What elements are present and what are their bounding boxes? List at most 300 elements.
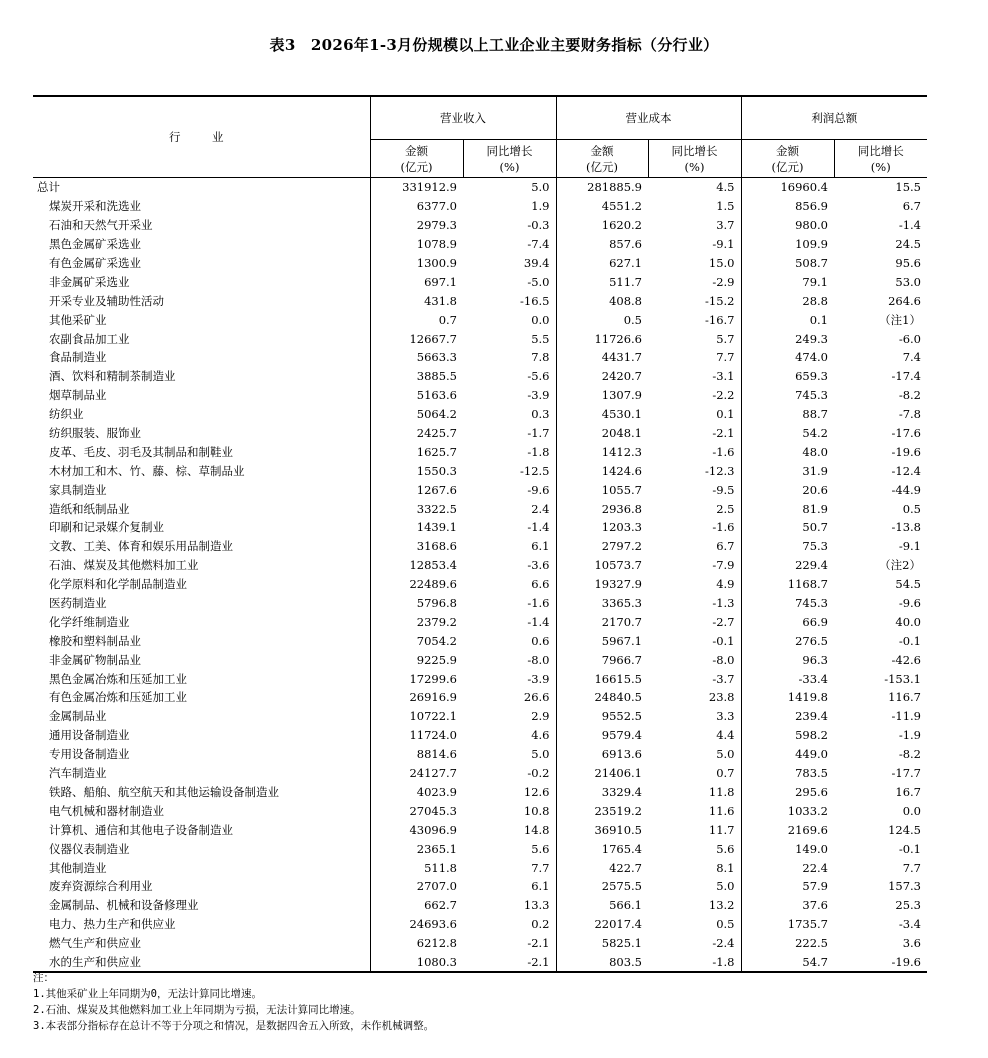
- profit-yoy-cell: -19.6: [834, 953, 927, 973]
- revenue-yoy-header: 同比增长 (%): [463, 140, 556, 178]
- profit-yoy-cell: （注2）: [879, 558, 921, 573]
- table-row: [33, 461, 927, 480]
- cost-yoy-cell: 3.3: [648, 707, 741, 726]
- cost-yoy-cell: 13.2: [648, 896, 741, 915]
- revenue-yoy-cell: 4.6: [463, 726, 556, 745]
- profit-amount-cell: 54.7: [741, 953, 834, 973]
- profit-yoy-cell: 25.3: [895, 898, 921, 913]
- cost-yoy-cell: 6.7: [648, 537, 741, 556]
- table-row: [33, 575, 927, 594]
- profit-yoy-cell: -0.1: [898, 841, 921, 856]
- cost-yoy-cell: 5.0: [648, 877, 741, 896]
- footnote-3: 3.本表部分指标存在总计不等于分项之和情况，是数据四舍五入所致，未作机械调整。: [33, 1020, 435, 1032]
- cost-amount-cell: 5967.1: [601, 633, 642, 648]
- cost-amount-cell: 19327.9: [594, 577, 642, 592]
- profit-amount-cell: 96.3: [802, 652, 828, 667]
- industry-name-cell: 仪器仪表制造业: [33, 839, 370, 858]
- cost-amount-cell: 1055.7: [601, 482, 642, 497]
- industry-name-cell: 金属制品、机械和设备修理业: [33, 896, 370, 915]
- revenue-amount-cell: 24127.7: [409, 766, 457, 781]
- profit-yoy-cell: -42.6: [891, 652, 921, 667]
- revenue-amount-cell: 3885.5: [416, 369, 457, 384]
- revenue-amount-cell: 24693.6: [409, 917, 457, 932]
- cost-yoy-cell: -2.2: [648, 386, 741, 405]
- profit-yoy-cell: 16.7: [895, 784, 921, 799]
- profit-amount-cell: 66.9: [802, 614, 828, 629]
- cost-amount-cell: 23519.2: [594, 803, 642, 818]
- industry-name-cell: 造纸和纸制品业: [33, 499, 370, 518]
- cost-yoy-cell: 4.4: [648, 726, 741, 745]
- profit-amount-cell: -33.4: [798, 671, 828, 686]
- revenue-amount-cell: 2425.7: [416, 426, 457, 441]
- cost-yoy-cell: -7.9: [648, 556, 741, 575]
- cost-amount-cell: 2936.8: [601, 501, 642, 516]
- table-row: [33, 726, 927, 745]
- industry-name-cell: 总计: [33, 178, 370, 197]
- table-row: [33, 934, 927, 953]
- profit-yoy-cell: 116.7: [888, 690, 921, 705]
- profit-yoy-cell: 6.7: [902, 199, 921, 214]
- revenue-amount-cell: 697.1: [424, 274, 457, 289]
- revenue-amount-cell: 2379.2: [416, 614, 457, 629]
- profit-amount-cell: 1419.8: [787, 690, 828, 705]
- industry-name-cell: 开采专业及辅助性活动: [33, 291, 370, 310]
- profit-amount-cell: 1735.7: [787, 917, 828, 932]
- cost-yoy-cell: -16.7: [648, 310, 741, 329]
- table-row: [33, 386, 927, 405]
- revenue-yoy-cell: -12.5: [463, 461, 556, 480]
- cost-amount-cell: 5825.1: [601, 936, 642, 951]
- industry-name-cell: 煤炭开采和洗选业: [33, 197, 370, 216]
- revenue-yoy-cell: -3.6: [463, 556, 556, 575]
- revenue-amount-cell: 2979.3: [416, 218, 457, 233]
- revenue-yoy-cell: 26.6: [463, 688, 556, 707]
- revenue-amount-cell: 1439.1: [416, 520, 457, 535]
- profit-yoy-cell: 7.7: [902, 860, 921, 875]
- industry-name-cell: 化学纤维制造业: [33, 612, 370, 631]
- revenue-yoy-cell: 1.9: [463, 197, 556, 216]
- revenue-yoy-cell: 2.4: [463, 499, 556, 518]
- table-row: [33, 499, 927, 518]
- cost-amount-cell: 24840.5: [594, 690, 642, 705]
- cost-yoy-cell: -9.5: [648, 480, 741, 499]
- profit-amount-cell: 449.0: [795, 747, 828, 762]
- cost-amount-cell: 1424.6: [601, 463, 642, 478]
- cost-amount-cell: 2575.5: [601, 879, 642, 894]
- revenue-yoy-cell: -9.6: [463, 480, 556, 499]
- revenue-yoy-cell: 5.0: [463, 178, 556, 197]
- revenue-yoy-cell: 10.8: [463, 801, 556, 820]
- table-row: [33, 612, 927, 631]
- revenue-amount-cell: 8814.6: [416, 747, 457, 762]
- profit-yoy-cell: 40.0: [895, 614, 921, 629]
- profit-yoy-cell: -7.8: [898, 407, 921, 422]
- profit-yoy-cell: -6.0: [898, 331, 921, 346]
- cost-amount-cell: 281885.9: [587, 180, 642, 195]
- table-row: [33, 650, 927, 669]
- profit-yoy-cell: 0.5: [902, 501, 921, 516]
- footnote-1: 1.其他采矿业上年同期为0，无法计算同比增速。: [33, 988, 262, 1000]
- table-row: [33, 669, 927, 688]
- industry-name-cell: 家具制造业: [33, 480, 370, 499]
- table-row: [33, 518, 927, 537]
- revenue-amount-cell: 5663.3: [416, 350, 457, 365]
- cost-amount-cell: 422.7: [609, 860, 642, 875]
- profit-yoy-cell: -44.9: [891, 482, 921, 497]
- profit-yoy-cell: （注1）: [879, 312, 921, 327]
- revenue-yoy-cell: -0.3: [463, 216, 556, 235]
- industry-name-cell: 有色金属冶炼和压延加工业: [33, 688, 370, 707]
- cost-yoy-cell: -2.4: [648, 934, 741, 953]
- cost-yoy-cell: -2.7: [648, 612, 741, 631]
- cost-yoy-cell: 2.5: [648, 499, 741, 518]
- profit-yoy-cell: 124.5: [888, 822, 921, 837]
- industry-name-cell: 电气机械和器材制造业: [33, 801, 370, 820]
- cost-amount-cell: 1307.9: [601, 388, 642, 403]
- cost-yoy-cell: 8.1: [648, 858, 741, 877]
- cost-amount-cell: 36910.5: [594, 822, 642, 837]
- cost-amount-cell: 10573.7: [594, 558, 642, 573]
- table-row: [33, 254, 927, 273]
- industry-name-cell: 计算机、通信和其他电子设备制造业: [33, 820, 370, 839]
- industry-name-cell: 印刷和记录媒介复制业: [33, 518, 370, 537]
- profit-amount-cell: 1033.2: [787, 803, 828, 818]
- cost-amount-cell: 803.5: [556, 953, 648, 973]
- profit-amount-cell: 20.6: [802, 482, 828, 497]
- revenue-yoy-cell: -2.1: [463, 953, 556, 973]
- revenue-amount-cell: 1625.7: [416, 444, 457, 459]
- profit-yoy-cell: -9.1: [898, 539, 921, 554]
- profit-amount-cell: 149.0: [795, 841, 828, 856]
- profit-yoy-cell: -11.9: [891, 709, 921, 724]
- cost-yoy-cell: -8.0: [648, 650, 741, 669]
- profit-amount-cell: 75.3: [802, 539, 828, 554]
- table-row: [33, 310, 927, 329]
- table-title: 表3 2026年1-3月份规模以上工业企业主要财务指标（分行业）: [269, 36, 719, 54]
- industry-name-cell: 通用设备制造业: [33, 726, 370, 745]
- industry-name-cell: 汽车制造业: [33, 764, 370, 783]
- cost-amount-cell: 627.1: [609, 256, 642, 270]
- profit-yoy-cell: -17.7: [891, 766, 921, 781]
- profit-yoy-cell: -1.4: [898, 218, 921, 233]
- revenue-yoy-cell: 5.0: [463, 745, 556, 764]
- industry-name-cell: 橡胶和塑料制品业: [33, 631, 370, 650]
- profit-amount-cell: 22.4: [802, 860, 828, 875]
- table-row: [33, 858, 927, 877]
- cost-amount-cell: 4431.7: [601, 350, 642, 365]
- profit-yoy-cell: -17.4: [891, 369, 921, 384]
- table-row: [33, 631, 927, 650]
- cost-amount-cell: 21406.1: [594, 766, 642, 781]
- cost-amount-cell: 2048.1: [601, 426, 642, 441]
- table-row: [33, 745, 927, 764]
- industry-name-cell: 文教、工美、体育和娱乐用品制造业: [33, 537, 370, 556]
- table-row: [33, 820, 927, 839]
- cost-amount-cell: 11726.6: [594, 331, 642, 346]
- cost-yoy-cell: 0.7: [648, 764, 741, 783]
- industry-name-cell: 木材加工和木、竹、藤、棕、草制品业: [33, 461, 370, 480]
- industry-name-cell: 燃气生产和供应业: [33, 934, 370, 953]
- revenue-yoy-cell: -7.4: [463, 235, 556, 254]
- industry-column-header: 行 业: [33, 96, 370, 178]
- table-row: [33, 197, 927, 216]
- profit-amount-cell: 222.5: [795, 936, 828, 951]
- revenue-yoy-cell: -5.0: [463, 272, 556, 291]
- profit-amount-cell: 79.1: [802, 274, 828, 289]
- revenue-amount-cell: 27045.3: [409, 803, 457, 818]
- industry-name-cell: 农副食品加工业: [33, 329, 370, 348]
- revenue-yoy-cell: -5.6: [463, 367, 556, 386]
- table-row: [33, 688, 927, 707]
- revenue-group-header: 营业收入: [370, 96, 556, 140]
- cost-yoy-cell: -15.2: [648, 291, 741, 310]
- cost-yoy-cell: -3.7: [648, 669, 741, 688]
- industry-name-cell: 有色金属矿采选业: [33, 254, 370, 273]
- table-row: [33, 442, 927, 461]
- profit-yoy-cell: 264.6: [888, 293, 921, 308]
- revenue-amount-cell: 3322.5: [416, 501, 457, 516]
- profit-amount-cell: 1168.7: [787, 577, 828, 592]
- profit-yoy-cell: 7.4: [902, 350, 921, 365]
- revenue-yoy-cell: -1.6: [463, 594, 556, 613]
- cost-amount-cell: 3329.4: [601, 784, 642, 799]
- cost-amount-cell: 0.5: [623, 312, 642, 327]
- footnote-heading: 注：: [33, 972, 54, 984]
- profit-amount-cell: 28.8: [802, 293, 828, 308]
- cost-group-header: 营业成本: [556, 96, 741, 140]
- revenue-amount-cell: 4023.9: [416, 784, 457, 799]
- cost-amount-header: 金额 (亿元): [556, 140, 648, 178]
- revenue-yoy-cell: -3.9: [463, 386, 556, 405]
- table-row: [33, 348, 927, 367]
- table-row: [33, 216, 927, 235]
- profit-amount-cell: 239.4: [795, 709, 828, 724]
- revenue-yoy-cell: 2.9: [463, 707, 556, 726]
- cost-amount-cell: 1765.4: [601, 841, 642, 856]
- profit-amount-header: 金额 (亿元): [741, 140, 834, 178]
- revenue-amount-cell: 9225.9: [416, 652, 457, 667]
- cost-yoy-cell: 0.5: [648, 915, 741, 934]
- revenue-yoy-cell: 0.0: [463, 310, 556, 329]
- profit-yoy-header: 同比增长 (%): [834, 140, 927, 178]
- profit-amount-cell: 81.9: [802, 501, 828, 516]
- table-row: [33, 178, 927, 197]
- cost-yoy-cell: 5.7: [648, 329, 741, 348]
- industry-name-cell: 铁路、船舶、航空航天和其他运输设备制造业: [33, 783, 370, 802]
- industry-name-cell: 金属制品业: [33, 707, 370, 726]
- table-row: [33, 877, 927, 896]
- industry-name-cell: 化学原料和化学制品制造业: [33, 575, 370, 594]
- profit-yoy-cell: -17.6: [891, 426, 921, 441]
- revenue-amount-cell: 1267.6: [416, 482, 457, 497]
- revenue-yoy-cell: 6.6: [463, 575, 556, 594]
- profit-amount-cell: 783.5: [795, 766, 828, 781]
- cost-amount-cell: 6913.6: [601, 747, 642, 762]
- cost-amount-cell: 1203.3: [601, 520, 642, 535]
- cost-amount-cell: 9579.4: [601, 728, 642, 743]
- cost-yoy-cell: -2.1: [648, 424, 741, 443]
- profit-amount-cell: 508.7: [795, 256, 828, 270]
- table-row: [33, 367, 927, 386]
- cost-yoy-cell: 0.1: [648, 405, 741, 424]
- cost-amount-cell: 22017.4: [594, 917, 642, 932]
- revenue-amount-cell: 662.7: [424, 898, 457, 913]
- industry-name-cell: 黑色金属冶炼和压延加工业: [33, 669, 370, 688]
- profit-amount-cell: 2169.6: [787, 822, 828, 837]
- revenue-yoy-cell: 0.2: [463, 915, 556, 934]
- profit-amount-cell: 659.3: [795, 369, 828, 384]
- table-row: [33, 594, 927, 613]
- cost-amount-cell: 4551.2: [601, 199, 642, 214]
- profit-yoy-cell: 0.0: [902, 803, 921, 818]
- industry-name-cell: 电力、热力生产和供应业: [33, 915, 370, 934]
- cost-yoy-cell: -1.3: [648, 594, 741, 613]
- revenue-amount-cell: 331912.9: [402, 180, 457, 195]
- revenue-amount-cell: 22489.6: [409, 577, 457, 592]
- table-row: [33, 291, 927, 310]
- cost-amount-cell: 2797.2: [601, 539, 642, 554]
- industry-name-cell: 医药制造业: [33, 594, 370, 613]
- table-row: [33, 839, 927, 858]
- table-row: [33, 556, 927, 575]
- cost-yoy-cell: -9.1: [648, 235, 741, 254]
- profit-yoy-cell: -13.8: [891, 520, 921, 535]
- profit-yoy-cell: -153.1: [884, 671, 921, 686]
- profit-amount-cell: 598.2: [795, 728, 828, 743]
- cost-amount-cell: 2420.7: [601, 369, 642, 384]
- profit-amount-cell: 16960.4: [780, 180, 828, 195]
- profit-amount-cell: 31.9: [802, 463, 828, 478]
- profit-amount-cell: 474.0: [795, 350, 828, 365]
- profit-amount-cell: 57.9: [802, 879, 828, 894]
- revenue-yoy-cell: 14.8: [463, 820, 556, 839]
- revenue-yoy-cell: -1.7: [463, 424, 556, 443]
- revenue-yoy-cell: 13.3: [463, 896, 556, 915]
- table-row: [33, 424, 927, 443]
- revenue-yoy-cell: 5.5: [463, 329, 556, 348]
- profit-yoy-cell: -12.4: [891, 463, 921, 478]
- profit-amount-cell: 229.4: [795, 558, 828, 573]
- profit-yoy-cell: -3.4: [898, 917, 921, 932]
- profit-amount-cell: 109.9: [795, 237, 828, 252]
- cost-amount-cell: 4530.1: [601, 407, 642, 422]
- revenue-amount-cell: 11724.0: [409, 728, 457, 743]
- table-body: [33, 178, 927, 973]
- cost-yoy-cell: -1.6: [648, 442, 741, 461]
- cost-yoy-cell: -0.1: [648, 631, 741, 650]
- revenue-amount-cell: 17299.6: [409, 671, 457, 686]
- revenue-amount-cell: 6212.8: [416, 936, 457, 951]
- industry-name-cell: 石油、煤炭及其他燃料加工业: [33, 556, 370, 575]
- cost-amount-cell: 2170.7: [601, 614, 642, 629]
- revenue-amount-cell: 2365.1: [416, 841, 457, 856]
- table-row: [33, 329, 927, 348]
- profit-yoy-cell: -8.2: [898, 388, 921, 403]
- revenue-yoy-cell: 6.1: [463, 537, 556, 556]
- cost-yoy-cell: 4.5: [648, 178, 741, 197]
- cost-yoy-cell: -1.8: [648, 953, 741, 973]
- industry-name-cell: 纺织服装、服饰业: [33, 424, 370, 443]
- cost-amount-cell: 3365.3: [601, 596, 642, 611]
- profit-amount-cell: 276.5: [795, 633, 828, 648]
- cost-amount-cell: 408.8: [609, 293, 642, 308]
- industry-name-cell: 其他制造业: [33, 858, 370, 877]
- revenue-yoy-cell: -0.2: [463, 764, 556, 783]
- industry-name-cell: 废弃资源综合利用业: [33, 877, 370, 896]
- revenue-yoy-cell: 6.1: [463, 877, 556, 896]
- revenue-amount-cell: 6377.0: [416, 199, 457, 214]
- revenue-yoy-cell: -1.8: [463, 442, 556, 461]
- revenue-amount-cell: 431.8: [424, 293, 457, 308]
- revenue-amount-cell: 3168.6: [416, 539, 457, 554]
- profit-amount-cell: 856.9: [795, 199, 828, 214]
- table-row: [33, 764, 927, 783]
- profit-yoy-cell: 54.5: [895, 577, 921, 592]
- revenue-amount-cell: 10722.1: [409, 709, 457, 724]
- industry-name-cell: 皮革、毛皮、羽毛及其制品和制鞋业: [33, 442, 370, 461]
- cost-amount-cell: 857.6: [609, 237, 642, 252]
- profit-yoy-cell: -1.9: [898, 728, 921, 743]
- industry-name-cell: 烟草制品业: [33, 386, 370, 405]
- cost-amount-cell: 16615.5: [594, 671, 642, 686]
- industry-name-cell: 石油和天然气开采业: [33, 216, 370, 235]
- revenue-amount-cell: 5163.6: [416, 388, 457, 403]
- table-row: [33, 405, 927, 424]
- profit-yoy-cell: 24.5: [895, 237, 921, 252]
- revenue-amount-cell: 0.7: [438, 312, 457, 327]
- revenue-amount-cell: 1080.3: [370, 953, 463, 973]
- cost-yoy-cell: 15.0: [648, 254, 741, 273]
- cost-yoy-cell: -2.9: [648, 272, 741, 291]
- revenue-yoy-cell: 0.3: [463, 405, 556, 424]
- industry-name-cell: 纺织业: [33, 405, 370, 424]
- industry-name-cell: 酒、饮料和精制茶制造业: [33, 367, 370, 386]
- revenue-amount-cell: 26916.9: [409, 690, 457, 705]
- revenue-yoy-cell: 39.4: [463, 254, 556, 273]
- profit-amount-cell: 54.2: [802, 426, 828, 441]
- revenue-amount-cell: 511.8: [424, 860, 457, 875]
- cost-yoy-cell: -12.3: [648, 461, 741, 480]
- table-header: [33, 96, 927, 178]
- profit-group-header: 利润总额: [741, 96, 927, 140]
- table-row: [33, 915, 927, 934]
- profit-amount-cell: 745.3: [795, 596, 828, 611]
- cost-yoy-cell: 11.8: [648, 783, 741, 802]
- cost-yoy-header: 同比增长 (%): [648, 140, 741, 178]
- revenue-amount-cell: 5796.8: [416, 596, 457, 611]
- profit-amount-cell: 745.3: [795, 388, 828, 403]
- cost-yoy-cell: 1.5: [648, 197, 741, 216]
- industry-name-cell: 非金属矿采选业: [33, 272, 370, 291]
- cost-yoy-cell: 7.7: [648, 348, 741, 367]
- revenue-amount-header: 金额 (亿元): [370, 140, 463, 178]
- revenue-yoy-cell: -16.5: [463, 291, 556, 310]
- table-row: [33, 896, 927, 915]
- revenue-yoy-cell: 7.7: [463, 858, 556, 877]
- revenue-amount-cell: 12853.4: [409, 558, 457, 573]
- revenue-yoy-cell: -1.4: [463, 518, 556, 537]
- cost-amount-cell: 1412.3: [601, 444, 642, 459]
- profit-yoy-cell: -8.2: [898, 747, 921, 762]
- profit-amount-cell: 37.6: [802, 898, 828, 913]
- table-row: [33, 537, 927, 556]
- industry-name-cell: 非金属矿物制品业: [33, 650, 370, 669]
- profit-yoy-cell: 157.3: [888, 879, 921, 894]
- cost-amount-cell: 1620.2: [601, 218, 642, 233]
- revenue-amount-cell: 7054.2: [416, 633, 457, 648]
- revenue-yoy-cell: -8.0: [463, 650, 556, 669]
- cost-yoy-cell: 3.7: [648, 216, 741, 235]
